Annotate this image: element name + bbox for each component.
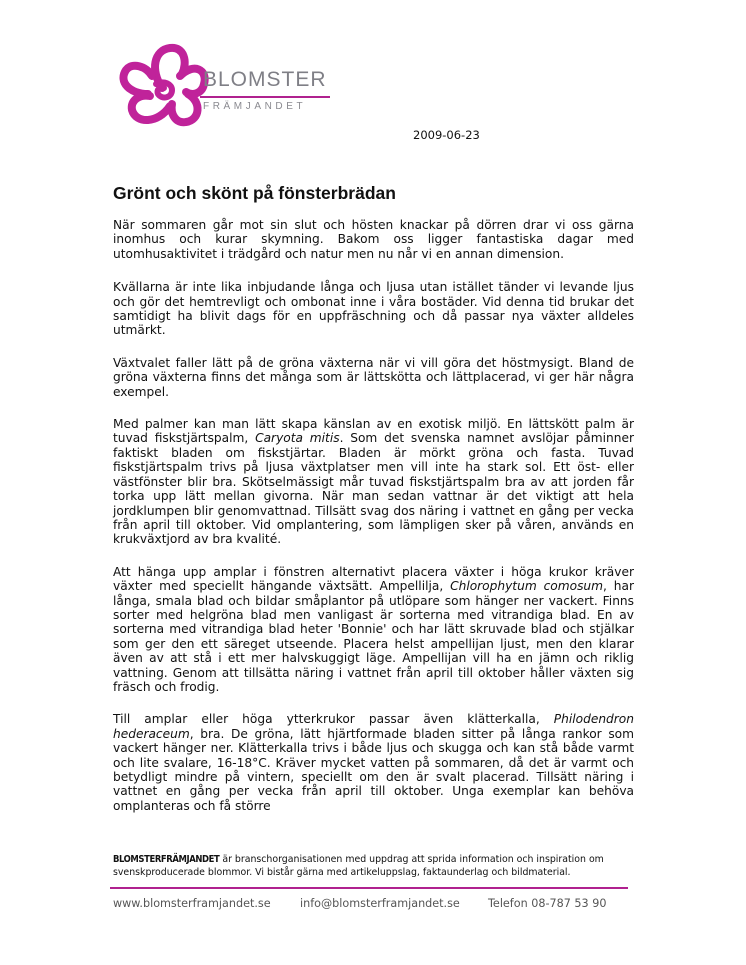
paragraph-text: , har långa, smala blad och bildar småplantor på utlöpare som hänger ner vackert. Finns sorter med helgröna blad men vanligast är sorterna med vitrandiga blad. En av sorterna med vitrandiga blad heter 'Bonnie' och har lätt skruvade blad och stjälkar som ger den ett säreget utseende. Placera helst ampellijan ljust, men den klarar även av att stå i ett mer halvskuggigt läge. Ampellijan vill ha en jämn och riklig vattning. Genom att tillsätta näring i vattnet från april till oktober håller växten sig fräsch och frodig.: [113, 579, 634, 694]
paragraph-text: , bra. De gröna, lätt hjärtformade bladen sitter på långa rankor som vackert hänger ner. Klätterkalla trivs i både ljus och skugga och kan stå både varmt och lite svalare, 16-18°C. Kräver mycket vatten på sommaren, då det är varmt och betydligt mindre på vintern, speciellt om den är svalt placerad. Tillsätt näring i vattnet en gång per vecka från april till oktober. Unga exemplar kan behöva omplanteras och få större: [113, 726, 634, 813]
flower-icon: [123, 48, 204, 122]
latin-name: Caryota mitis: [255, 431, 340, 446]
document-date: 2009-06-23: [413, 128, 480, 142]
paragraph-text: . Som det svenska namnet avslöjar påminner faktiskt bladen om fiskstjärtar. Bladen är mörkt gröna och fasta. Tuvad fiskstjärtspalm trivs på ljusa växtplatser men vill inte ha stark sol. Ett öst- eller västfönster blir bra. Skötselmässigt mår tuvad fiskstjärtspalm bra av att jorden får torka upp lätt mellan givorna. När man sedan vattnar är det viktigt att hela jordklumpen blir genomvattnad. Tillsätt svag dos näring i vattnet en gång per vecka från april till oktober. Vid omplantering, som lämpligen sker på våren, används en krukväxtjord av bra kvalité.: [113, 431, 634, 547]
paragraph: När sommaren går mot sin slut och hösten knackar på dörren drar vi oss gärna inomhus och kurar skymning. Bakom oss ligger fantastiska dagar med utomhusaktivitet i trädgård och natur men nu når vi en annan dimension.: [113, 218, 634, 261]
organization-footnote: [113, 854, 634, 879]
organization-name: BLOMSTERFRÄMJANDET: [113, 854, 220, 865]
logo-divider: [200, 96, 330, 98]
footer-website-link[interactable]: www.blomsterframjandet.se: [113, 897, 271, 910]
footer-email-link[interactable]: info@blomsterframjandet.se: [300, 897, 460, 910]
paragraph: [113, 712, 634, 813]
page-title: Grönt och skönt på fönsterbrädan: [113, 183, 396, 203]
paragraph: Kvällarna är inte lika inbjudande långa och ljusa utan istället tänder vi levande ljus och gör det hemtrevligt och ombonat inne i våra bostäder. Vid denna tid brukar det samtidigt ha blivit dags för en uppfräschning och då passar nya växter alldeles utmärkt.: [113, 280, 634, 338]
article-body: [113, 218, 634, 813]
paragraph-text: Med palmer kan man lätt skapa känslan av en exotisk miljö. En lättskött palm är tuvad fiskstjärtspalm,: [113, 417, 634, 446]
paragraph-text: Att hänga upp amplar i fönstren alternativt placera växter i höga krukor kräver växter med speciellt hängande växtsätt. Ampellilja,: [113, 564, 634, 594]
latin-name: Philodendron hederaceum: [113, 712, 634, 741]
logo-wordmark: BLOMSTER: [203, 68, 327, 91]
logo-subtitle: FRÄMJANDET: [203, 101, 307, 112]
footnote-text: är branschorganisationen med uppdrag att sprida information och inspiration om svenskproducerade blommor. Vi bistår gärna med artikeluppslag, faktaunderlag och bildmaterial.: [113, 854, 604, 878]
footer-phone: Telefon 08-787 53 90: [488, 897, 607, 910]
paragraph: Växtvalet faller lätt på de gröna växterna när vi vill göra det höstmysigt. Bland de gröna växterna finns det många som är lättskötta och lättplacerad, vi ger här några exempel.: [113, 355, 634, 399]
footer-divider: [110, 887, 628, 889]
paragraph-text: Till amplar eller höga ytterkrukor passar även klätterkalla,: [113, 712, 554, 727]
paragraph: [113, 417, 634, 547]
paragraph: [113, 565, 634, 695]
latin-name: Chlorophytum comosum: [450, 579, 604, 594]
